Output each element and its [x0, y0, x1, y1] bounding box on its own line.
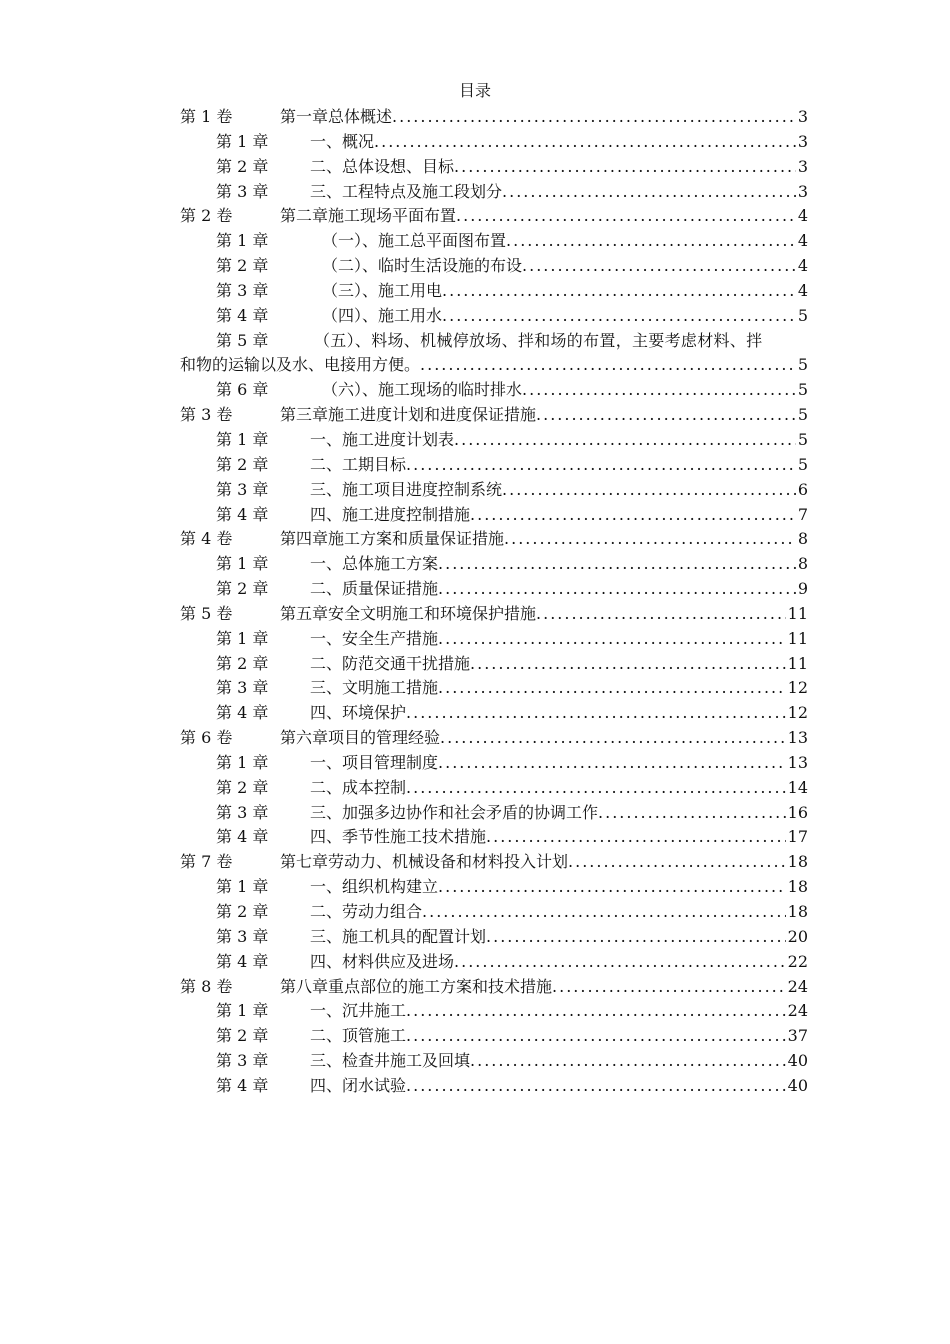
entry-number: 第 1 章: [216, 752, 269, 772]
entry-leader: [280, 726, 786, 751]
entry-number: 第 4 卷: [180, 529, 233, 549]
toc-entry-chapter[interactable]: [180, 279, 808, 304]
entry-leader: [310, 577, 796, 602]
toc-entry-chapter[interactable]: [180, 925, 808, 950]
entry-number: 第 1 章: [216, 877, 269, 897]
entry-number: 第 3 卷: [180, 405, 233, 425]
page-number: 12: [787, 703, 808, 723]
entry-text: 一、组织机构建立: [310, 877, 439, 897]
entry-leader: [310, 552, 796, 577]
page-number: 22: [787, 951, 808, 971]
entry-leader: [310, 180, 796, 205]
entry-number: 第 1 章: [216, 554, 269, 574]
toc-entry-chapter[interactable]: [180, 552, 808, 577]
page-number: 5: [797, 454, 808, 474]
entry-number: 第 2 章: [216, 1026, 269, 1046]
toc-entry-chapter[interactable]: [180, 701, 808, 726]
toc-entry-chapter[interactable]: [180, 428, 808, 453]
entry-leader: [310, 254, 796, 279]
page-number: 20: [787, 926, 808, 946]
entry-number: 第 3 章: [216, 678, 269, 698]
dot-leader: [598, 801, 786, 826]
dot-leader: [502, 180, 796, 205]
page-number: 13: [787, 728, 808, 748]
entry-text-continued: 和物的运输以及水、电接用方便。: [180, 355, 421, 375]
entry-number: 第 3 章: [216, 1051, 269, 1071]
table-of-contents: [180, 105, 808, 1099]
page-number: 17: [787, 827, 808, 847]
page-number: 5: [797, 380, 808, 400]
entry-leader: [280, 850, 786, 875]
entry-leader: [310, 652, 786, 677]
page-number: 5: [797, 429, 808, 449]
entry-text: 三、工程特点及施工段划分: [310, 181, 503, 201]
entry-text: 第三章施工进度计划和进度保证措施: [280, 405, 537, 425]
dot-leader: [406, 701, 786, 726]
dot-leader: [454, 950, 786, 975]
entry-text: 第四章施工方案和质量保证措施: [280, 529, 505, 549]
dot-leader: [552, 975, 786, 1000]
entry-number: 第 6 章: [216, 380, 269, 400]
toc-entry-chapter[interactable]: [180, 875, 808, 900]
dot-leader: [438, 751, 786, 776]
dot-leader: [438, 627, 786, 652]
page-number: 24: [787, 1001, 808, 1021]
entry-number: 第 2 章: [216, 777, 269, 797]
dot-leader: [454, 428, 796, 453]
entry-leader: [310, 453, 796, 478]
dot-leader: [470, 1049, 786, 1074]
dot-leader: [568, 850, 786, 875]
entry-number: 第 5 卷: [180, 603, 233, 623]
entry-text: （五）、料场、机械停放场、拌和场的布置，主要考虑材料、拌: [314, 330, 763, 350]
dot-leader: [504, 527, 796, 552]
toc-entry-volume[interactable]: [180, 527, 808, 552]
entry-text: 二、成本控制: [310, 777, 407, 797]
entry-leader: [310, 801, 786, 826]
entry-text: 四、环境保护: [310, 703, 407, 723]
page-number: 5: [797, 355, 808, 375]
toc-entry-chapter[interactable]: [180, 130, 808, 155]
entry-leader: [310, 999, 786, 1024]
toc-entry-chapter[interactable]: [180, 378, 808, 403]
entry-number: 第 1 章: [216, 231, 269, 251]
entry-text: 二、工期目标: [310, 454, 407, 474]
dot-leader: [420, 353, 796, 378]
page-number: 9: [797, 579, 808, 599]
page-number: 37: [787, 1026, 808, 1046]
page-number: 11: [787, 653, 808, 673]
page-number: 40: [787, 1075, 808, 1095]
entry-leader: [280, 527, 796, 552]
dot-leader: [442, 279, 796, 304]
toc-entry-volume[interactable]: [180, 105, 808, 130]
toc-entry-chapter[interactable]: [180, 627, 808, 652]
page-number: 4: [797, 256, 808, 276]
entry-text: 三、施工项目进度控制系统: [310, 479, 503, 499]
toc-entry-chapter[interactable]: [180, 180, 808, 205]
entry-leader: [310, 229, 796, 254]
entry-text: （三）、施工用电: [322, 280, 443, 300]
toc-entry-chapter[interactable]: [180, 329, 808, 354]
dot-leader: [470, 503, 796, 528]
entry-leader: [310, 925, 786, 950]
toc-entry-chapter[interactable]: [180, 229, 808, 254]
entry-text: 三、加强多边协作和社会矛盾的协调工作: [310, 802, 599, 822]
entry-leader: [310, 1074, 786, 1099]
dot-leader: [422, 900, 786, 925]
entry-number: 第 4 章: [216, 1075, 269, 1095]
entry-leader: [310, 751, 786, 776]
entry-leader: [310, 776, 786, 801]
toc-entry-volume[interactable]: [180, 602, 808, 627]
page-number: 3: [797, 131, 808, 151]
toc-entry-chapter[interactable]: [180, 254, 808, 279]
page-number: 14: [787, 777, 808, 797]
entry-number: 第 5 章: [216, 330, 269, 350]
entry-text: 第七章劳动力、机械设备和材料投入计划: [280, 852, 569, 872]
dot-leader: [406, 453, 796, 478]
page-number: 3: [797, 156, 808, 176]
dot-leader: [506, 229, 796, 254]
dot-leader: [486, 825, 786, 850]
entry-number: 第 7 卷: [180, 852, 233, 872]
entry-leader: [310, 875, 786, 900]
entry-number: 第 4 章: [216, 703, 269, 723]
entry-leader: [280, 975, 786, 1000]
entry-number: 第 8 卷: [180, 976, 233, 996]
page-number: 11: [787, 603, 808, 623]
entry-text: 二、质量保证措施: [310, 579, 439, 599]
entry-leader: [310, 900, 786, 925]
toc-entry-chapter[interactable]: [180, 900, 808, 925]
entry-text: 三、文明施工措施: [310, 678, 439, 698]
entry-leader: [310, 1024, 786, 1049]
entry-number: 第 1 章: [216, 628, 269, 648]
page-number: 5: [797, 405, 808, 425]
entry-text: 四、闭水试验: [310, 1075, 407, 1095]
page-number: 18: [787, 852, 808, 872]
page-number: 4: [797, 280, 808, 300]
page-number: 12: [787, 678, 808, 698]
toc-entry-volume[interactable]: [180, 403, 808, 428]
entry-number: 第 2 章: [216, 256, 269, 276]
entry-leader: [280, 403, 796, 428]
entry-leader: [280, 204, 796, 229]
entry-text: 第八章重点部位的施工方案和技术措施: [280, 976, 553, 996]
entry-number: 第 2 章: [216, 156, 269, 176]
dot-leader: [392, 105, 796, 130]
entry-leader: [310, 478, 796, 503]
toc-entry-chapter[interactable]: [180, 676, 808, 701]
page-number: 3: [797, 107, 808, 126]
dot-leader: [454, 155, 796, 180]
entry-number: 第 1 章: [216, 131, 269, 151]
entry-leader: [310, 279, 796, 304]
toc-title: 目录: [458, 81, 491, 100]
entry-leader: [310, 676, 786, 701]
entry-leader: [310, 130, 796, 155]
page-number: 4: [797, 231, 808, 251]
toc-entry-volume[interactable]: [180, 850, 808, 875]
dot-leader: [536, 602, 786, 627]
entry-number: 第 2 章: [216, 902, 269, 921]
entry-number: 第 4 章: [216, 827, 269, 847]
entry-leader: [180, 353, 796, 378]
page-number: 5: [797, 305, 808, 325]
toc-entry-volume[interactable]: [180, 975, 808, 1000]
dot-leader: [438, 875, 786, 900]
toc-entry-chapter[interactable]: [180, 577, 808, 602]
dot-leader: [406, 999, 786, 1024]
toc-entry-chapter[interactable]: [180, 825, 808, 850]
entry-text: 第一章总体概述: [280, 107, 393, 126]
entry-text: 三、施工机具的配置计划: [310, 926, 487, 946]
dot-leader: [456, 204, 796, 229]
dot-leader: [442, 304, 796, 329]
toc-entry-volume[interactable]: [180, 204, 808, 229]
toc-entry-chapter[interactable]: [180, 1074, 808, 1099]
entry-number: 第 3 章: [216, 802, 269, 822]
page-number: 4: [797, 206, 808, 226]
entry-leader: [280, 602, 786, 627]
entry-number: 第 4 章: [216, 504, 269, 524]
page-number: 7: [797, 504, 808, 524]
entry-text: 三、检查井施工及回填: [310, 1051, 471, 1071]
entry-number: 第 2 章: [216, 454, 269, 474]
entry-text: 二、总体设想、目标: [310, 156, 455, 176]
entry-leader: [280, 105, 796, 130]
entry-leader: [310, 378, 796, 403]
page-number: 11: [787, 628, 808, 648]
dot-leader: [522, 254, 796, 279]
entry-number: 第 3 章: [216, 280, 269, 300]
entry-text: 一、总体施工方案: [310, 554, 439, 574]
toc-entry-chapter[interactable]: [180, 801, 808, 826]
entry-leader: [310, 950, 786, 975]
toc-entry-chapter[interactable]: [180, 304, 808, 329]
entry-leader: [310, 627, 786, 652]
dot-leader: [536, 403, 796, 428]
page-number: 6: [797, 479, 808, 499]
page-number: 18: [787, 902, 808, 921]
toc-entry-chapter[interactable]: [180, 478, 808, 503]
entry-number: 第 2 章: [216, 579, 269, 599]
entry-text: 四、材料供应及进场: [310, 951, 455, 971]
dot-leader: [406, 1074, 786, 1099]
toc-entry-chapter[interactable]: [180, 776, 808, 801]
entry-number: 第 2 章: [216, 653, 269, 673]
entry-text: （一）、施工总平面图布置: [322, 231, 507, 251]
page-number: 3: [797, 181, 808, 201]
entry-number: 第 1 卷: [180, 107, 233, 126]
toc-entry-continuation[interactable]: [180, 353, 808, 378]
toc-entry-chapter[interactable]: [180, 1049, 808, 1074]
dot-leader: [406, 1024, 786, 1049]
entry-number: 第 4 章: [216, 305, 269, 325]
entry-leader: [310, 825, 786, 850]
entry-number: 第 4 章: [216, 951, 269, 971]
entry-text: 一、安全生产措施: [310, 628, 439, 648]
entry-text: （六）、施工现场的临时排水: [322, 380, 523, 400]
entry-text: 二、防范交通干扰措施: [310, 653, 471, 673]
entry-number: 第 3 章: [216, 181, 269, 201]
dot-leader: [438, 676, 786, 701]
entry-number: 第 3 章: [216, 479, 269, 499]
page-number: 24: [787, 976, 808, 996]
entry-text: 四、施工进度控制措施: [310, 504, 471, 524]
entry-text: 一、施工进度计划表: [310, 429, 455, 449]
entry-leader: [310, 428, 796, 453]
entry-text: 第五章安全文明施工和环境保护措施: [280, 603, 537, 623]
page-number: 40: [787, 1051, 808, 1071]
entry-leader: [310, 701, 786, 726]
page-number: 8: [797, 529, 808, 549]
toc-entry-chapter[interactable]: [180, 950, 808, 975]
entry-text: 二、顶管施工: [310, 1026, 407, 1046]
toc-entry-chapter[interactable]: [180, 1024, 808, 1049]
dot-leader: [438, 577, 796, 602]
entry-text: 第六章项目的管理经验: [280, 728, 441, 748]
dot-leader: [470, 652, 786, 677]
entry-text: （四）、施工用水: [322, 305, 443, 325]
entry-leader: [310, 155, 796, 180]
dot-leader: [438, 552, 796, 577]
toc-entry-chapter[interactable]: [180, 503, 808, 528]
entry-number: 第 3 章: [216, 926, 269, 946]
toc-entry-chapter[interactable]: [180, 155, 808, 180]
page-number: 13: [787, 752, 808, 772]
toc-entry-chapter[interactable]: [180, 453, 808, 478]
toc-entry-volume[interactable]: [180, 726, 808, 751]
entry-number: 第 1 章: [216, 429, 269, 449]
dot-leader: [374, 130, 796, 155]
entry-text: 一、项目管理制度: [310, 752, 439, 772]
entry-leader: [310, 304, 796, 329]
dot-leader: [522, 378, 796, 403]
entry-text: （二）、临时生活设施的布设: [322, 256, 523, 276]
dot-leader: [406, 776, 786, 801]
toc-entry-chapter[interactable]: [180, 999, 808, 1024]
entry-text: 一、概况: [310, 131, 375, 151]
toc-entry-chapter[interactable]: [180, 751, 808, 776]
entry-leader: [310, 503, 796, 528]
dot-leader: [486, 925, 786, 950]
page-number: 16: [787, 802, 808, 822]
dot-leader: [440, 726, 786, 751]
entry-leader: [310, 1049, 786, 1074]
toc-entry-chapter[interactable]: [180, 652, 808, 677]
entry-number: 第 6 卷: [180, 728, 233, 748]
entry-number: 第 2 卷: [180, 206, 233, 226]
page-number: 18: [787, 877, 808, 897]
entry-number: 第 1 章: [216, 1001, 269, 1021]
entry-text: 一、沉井施工: [310, 1001, 407, 1021]
entry-text: 四、季节性施工技术措施: [310, 827, 487, 847]
entry-text: 第二章施工现场平面布置: [280, 206, 457, 226]
page-number: 8: [797, 554, 808, 574]
entry-text: 二、劳动力组合: [310, 902, 423, 921]
dot-leader: [502, 478, 796, 503]
